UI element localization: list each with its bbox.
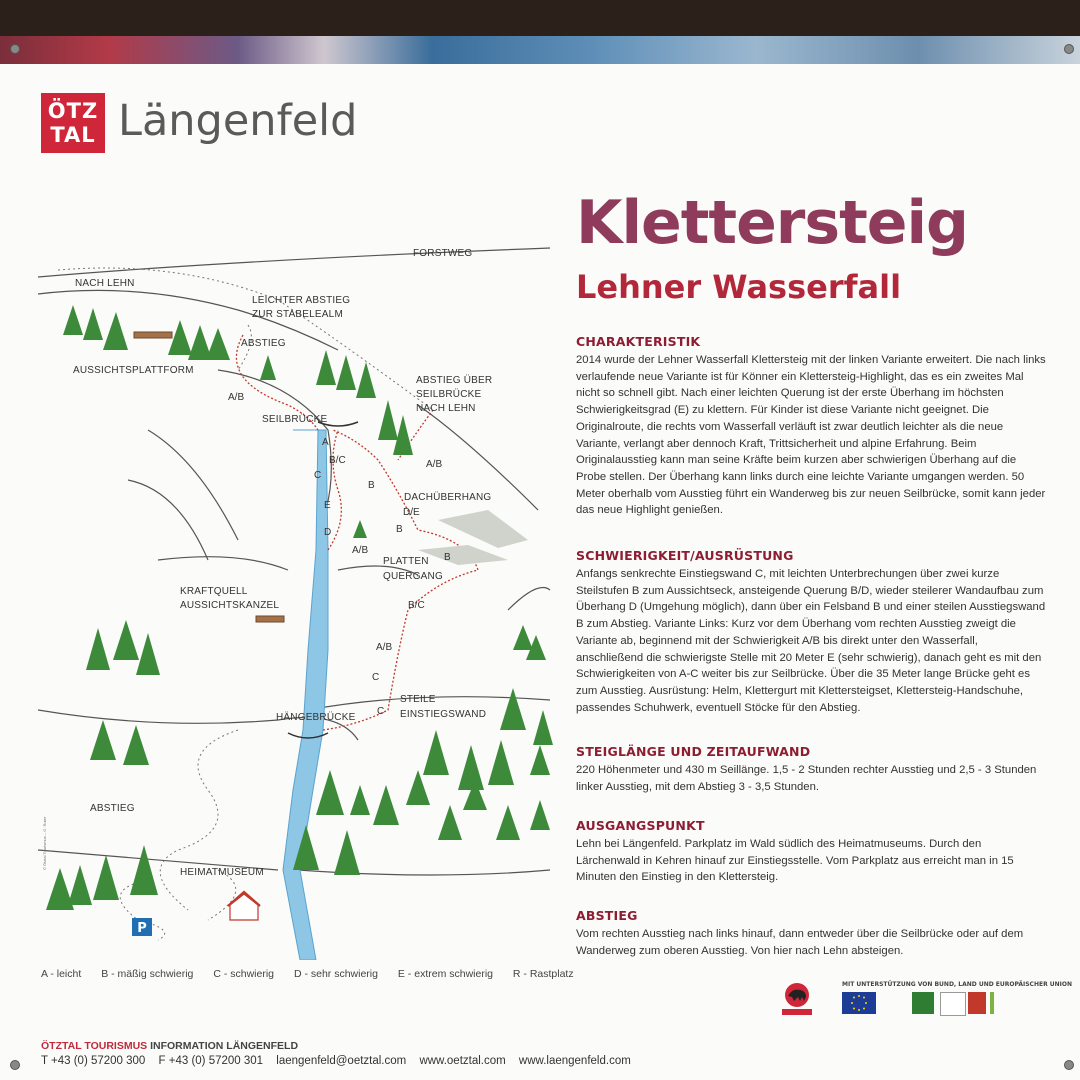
section-heading: CHARAKTERISTIK [576, 334, 701, 349]
org-info: INFORMATION LÄNGENFELD [150, 1040, 299, 1052]
route-grade: A/B [426, 459, 443, 470]
difficulty-legend [41, 968, 591, 980]
map-label: PLATTEN [383, 556, 429, 567]
map-label: AUSSICHTSKANZEL [180, 600, 280, 611]
screw-icon [10, 1060, 20, 1070]
web-link[interactable]: www.laengenfeld.com [518, 1055, 631, 1067]
legend-item: R - Rastplatz [512, 968, 574, 980]
route-grade: A/B [376, 642, 393, 653]
route-grade: C [377, 706, 385, 717]
screw-icon [10, 44, 20, 54]
section-ausgangspunkt [576, 818, 1046, 886]
route-grade: A/B [228, 392, 245, 403]
section-schwierigkeit [576, 548, 1046, 716]
lebensministerium-logo [990, 992, 1034, 1014]
map-label: LEICHTER ABSTIEG [252, 295, 351, 306]
map-label: HÄNGEBRÜCKE [276, 712, 356, 723]
page-subtitle: Lehner Wasserfall [576, 268, 902, 306]
region-logo [940, 992, 966, 1016]
map-label: SEILBRÜCKE [416, 389, 482, 400]
email-link[interactable]: laengenfeld@oetztal.com [276, 1055, 407, 1067]
town-name: Längenfeld [118, 96, 358, 146]
section-heading: STEIGLÄNGE UND ZEITAUFWAND [576, 744, 811, 759]
map-label: ABSTIEG [241, 338, 286, 349]
map-label: STEILE [400, 694, 436, 705]
route-grade: B/C [329, 455, 346, 466]
legend-item: C - schwierig [213, 968, 275, 980]
route-grade: C [314, 470, 322, 481]
route-grade: B/C [408, 600, 425, 611]
legend-item: A - leicht [41, 968, 82, 980]
route-grade: B [368, 480, 375, 491]
section-text: 2014 wurde der Lehner Wasserfall Klettersteig mit der linken Variante erweitert. Die nach links verlaufende neue Variante ist für Könner ein Klettersteig-Highlight, das es ein zweites Mal nicht so schnell gibt. Nach einer leichten Querung ist der erste Überhang im höchsten Schwierigkeitsgrad (E) zu klettern. Für Kinder ist diese Variante nicht geeignet. Die Originalroute, die rechts vom Wasserfall verläuft ist zwar deutlich leichter als die neue Variante, verlangt aber dennoch Kraft, Trittsicherheit und alpine Erfahrung. Beim Originalausstieg kann man seine Kräfte beim kurzen aber schwierigen Überhang auf die Probe stellen. Der Überhang kann links durch eine leichte Variante umgangen werden. 50 Meter oberhalb vom Ausstieg führt ein Wanderweg bis zur neuen Seilbrücke, somit kann jeder das neue Highlight genießen. [576, 354, 1046, 517]
section-heading: AUSGANGSPUNKT [576, 818, 705, 833]
color-stripe [0, 36, 1080, 64]
phone: T +43 (0) 57200 300 [41, 1055, 146, 1067]
wooden-frame [0, 0, 1080, 40]
section-charakteristik [576, 334, 1046, 519]
org-name: ÖTZTAL TOURISMUS [41, 1040, 148, 1052]
map-label: DACHÜBERHANG [404, 492, 492, 503]
screw-icon [1064, 44, 1074, 54]
tirol-logo [968, 992, 986, 1014]
waterfall [283, 430, 328, 960]
fax: F +43 (0) 57200 301 [158, 1055, 264, 1067]
map-label: KRAFTQUELL [180, 586, 248, 597]
map-label: EINSTIEGSWAND [400, 709, 487, 720]
footer-contact [41, 1055, 641, 1067]
section-text: Vom rechten Ausstieg nach links hinauf, dann entweder über die Seilbrücke oder auf dem Wanderweg zum oberen Ausstieg. Von hier nach Lehn absteigen. [576, 928, 1024, 957]
route-grade: E [324, 500, 331, 511]
map-label: HEIMATMUSEUM [180, 867, 264, 878]
section-steiglaenge [576, 744, 1046, 795]
route-grade: B [396, 524, 403, 535]
oetztal-logo [41, 93, 105, 153]
section-text: 220 Höhenmeter und 430 m Seillänge. 1,5 - 2 Stunden rechter Ausstieg und 2,5 - 3 Stunden linker Ausstieg, mit dem Abstieg 3 - 3,5 Stunden. [576, 764, 1037, 793]
mammut-logo [778, 982, 816, 1016]
legend-item: D - sehr schwierig [293, 968, 378, 980]
map-label: ABSTIEG [90, 803, 135, 814]
map-copyright: © Ötztal Tourismus – G. Ruter [42, 816, 47, 870]
map-label: NACH LEHN [416, 403, 476, 414]
route-grade: B [444, 552, 451, 563]
legend-item: E - extrem schwierig [397, 968, 493, 980]
screw-icon [1064, 1060, 1074, 1070]
map-label: SEILBRÜCKE [262, 414, 328, 425]
map-label: ABSTIEG ÜBER [416, 375, 493, 386]
rock-slabs [418, 510, 528, 565]
footer-org [41, 1040, 298, 1052]
map-label: AUSSICHTSPLATTFORM [73, 365, 194, 376]
route-grade: D [324, 527, 332, 538]
route-grade: C [372, 672, 380, 683]
logo-line: TAL [50, 123, 96, 147]
legend-item: B - mäßig schwierig [101, 968, 194, 980]
funding-note: MIT UNTERSTÜTZUNG VON BUND, LAND UND EUROPÄISCHER UNION [842, 981, 1073, 988]
parking-label: P [137, 921, 147, 936]
section-heading: SCHWIERIGKEIT/AUSRÜSTUNG [576, 548, 794, 563]
route-grade: A/B [352, 545, 369, 556]
section-text: Anfangs senkrechte Einstiegswand C, mit leichten Unterbrechungen über zwei kurze Steilstufen B zum Aussichtseck, ansteigende Querung B/D, wieder steilerer Wandaufbau zum Überhang D (Umgehung möglich), dann über ein Felsband B und einer steilen Ausstiegswand B zum Abstieg. Variante Links: Kurz vor dem Überhang vom rechten Ausstieg zweigt die Variante ab, beginnend mit der Schwierigkeit A/B bis direkt unter den Wasserfall, anschließend die schwierigste Stelle mit 20 Meter E (sehr schwierig), danach geht es mit den Schwierigkeiten von A-C weiter bis zur Seilbrücke. Über die 35 Meter lange Brücke geht es zum Ausstieg. Ausrüstung: Helm, Klettergurt mit Klettersteigset, Klettersteig-Handschuhe, passendes Schuhwerk, eventuell Stöcke für den Abstieg. [576, 568, 1046, 714]
section-text: Lehn bei Längenfeld. Parkplatz im Wald südlich des Heimatmuseums. Durch den Lärchenwald in Kehren hinauf zur Einstiegsstelle. Vom Parkplatz aus erreicht man in 15 Minuten den Einstieg in den Klettersteig. [576, 838, 1014, 884]
route-map [38, 230, 558, 960]
map-label: ZUR STABELEALM [252, 309, 343, 320]
page-title: Klettersteig [576, 188, 969, 258]
leader-logo [912, 992, 934, 1014]
route-grade: D/E [403, 507, 420, 518]
map-label: NACH LEHN [75, 278, 135, 289]
section-abstieg [576, 908, 1046, 959]
map-label: FORSTWEG [413, 248, 473, 259]
web-link[interactable]: www.oetztal.com [419, 1055, 506, 1067]
museum-icon [228, 892, 260, 920]
section-heading: ABSTIEG [576, 908, 638, 923]
eu-flag-icon [842, 992, 876, 1014]
logo-line: ÖTZ [47, 99, 99, 123]
map-label: QUERGANG [383, 571, 443, 582]
route-grade: A [322, 437, 329, 448]
